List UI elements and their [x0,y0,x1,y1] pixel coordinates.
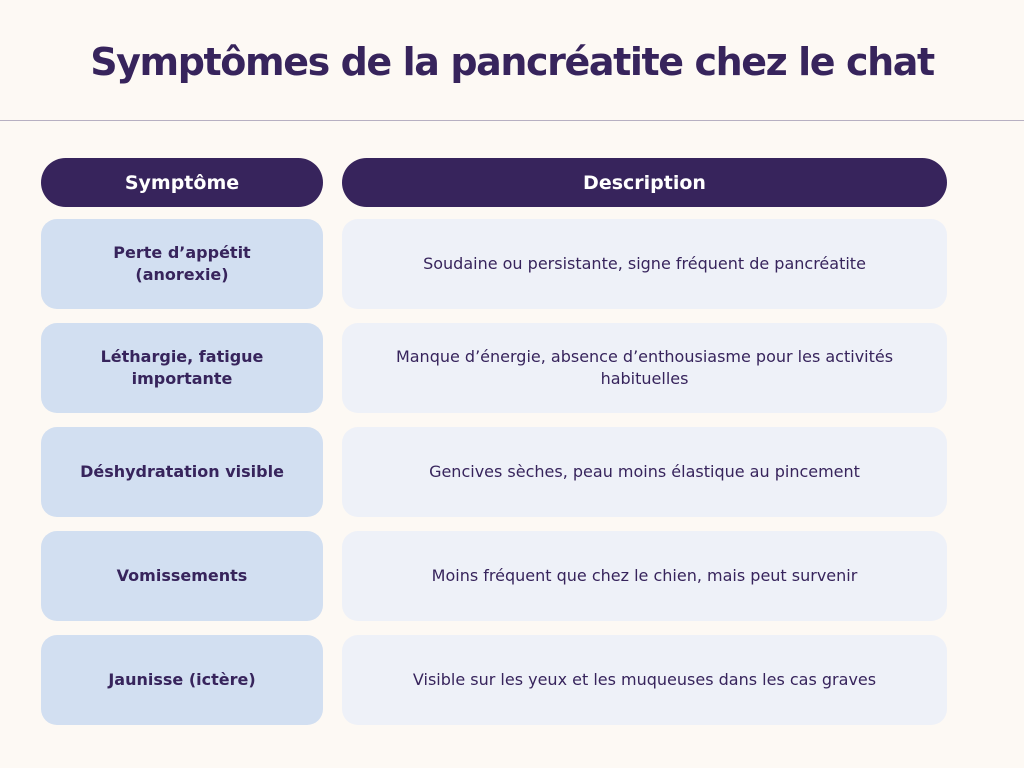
header-symptom: Symptôme [41,158,323,207]
page-title: Symptômes de la pancréatite chez le chat [90,40,934,84]
symptom-cell: Déshydratation visible [41,427,323,517]
symptom-cell: Vomissements [41,531,323,621]
description-cell: Gencives sèches, peau moins élastique au pincement [342,427,947,517]
description-cell: Manque d’énergie, absence d’enthousiasme pour les activités habituelles [342,323,947,413]
description-cell: Moins fréquent que chez le chien, mais peut survenir [342,531,947,621]
header-description: Description [342,158,947,207]
title-divider [0,120,1024,121]
description-cell: Visible sur les yeux et les muqueuses dans les cas graves [342,635,947,725]
symptom-cell: Jaunisse (ictère) [41,635,323,725]
description-cell: Soudaine ou persistante, signe fréquent de pancréatite [342,219,947,309]
symptom-cell: Léthargie, fatigue importante [41,323,323,413]
symptom-cell: Perte d’appétit (anorexie) [41,219,323,309]
